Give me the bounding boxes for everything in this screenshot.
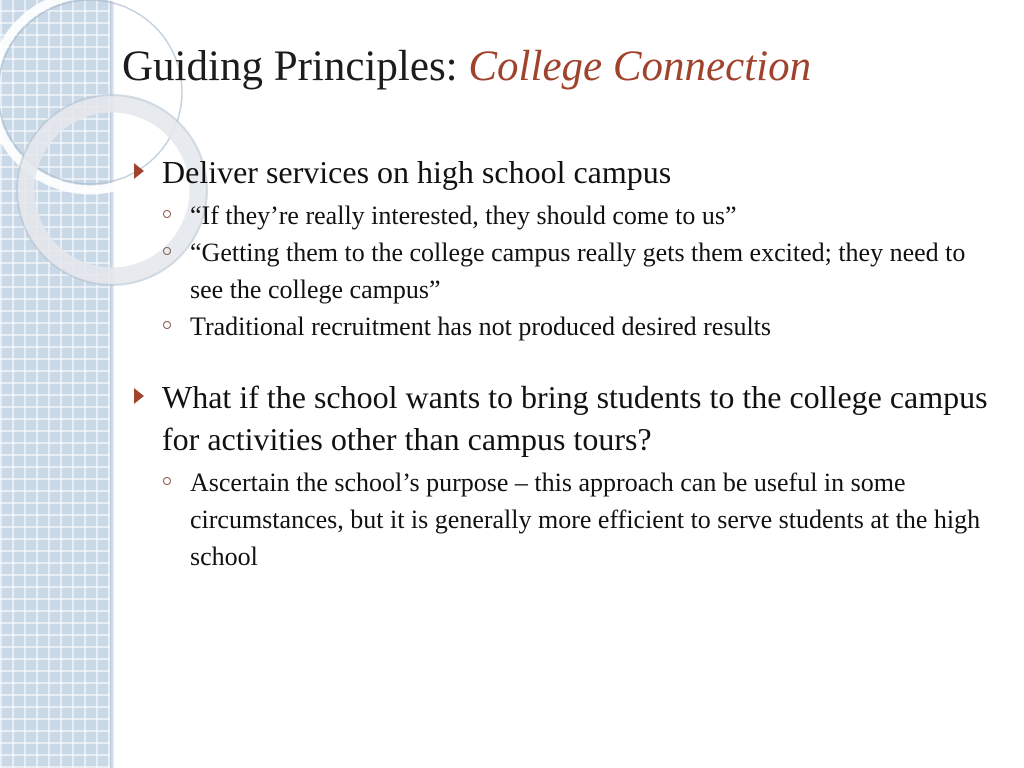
title-plain: Guiding Principles:: [122, 43, 469, 90]
bullet-text: What if the school wants to bring students to the college campus for activities other than campus tours?: [162, 379, 988, 457]
sub-bullet-text: Traditional recruitment has not produced desired results: [190, 312, 772, 341]
sub-bullet-list: [132, 197, 992, 345]
bullet-text: Deliver services on high school campus: [162, 154, 672, 190]
circle-bullet-icon: [163, 477, 171, 485]
circle-bullet-icon: [163, 321, 171, 329]
sub-bullet: [132, 197, 992, 234]
sub-bullet: [132, 234, 992, 308]
sub-bullet: [132, 308, 992, 345]
bullet-what-if: [132, 376, 992, 460]
sub-bullet-text: “Getting them to the college campus really gets them excited; they need to see the college campus”: [190, 238, 966, 304]
spacer: [132, 345, 992, 376]
circle-bullet-icon: [163, 210, 171, 218]
bullet-deliver-services: [132, 151, 992, 193]
sub-bullet-text: “If they’re really interested, they should come to us”: [190, 201, 737, 230]
triangle-bullet-icon: [134, 163, 144, 179]
sub-bullet-list: [132, 464, 992, 575]
sub-bullet: [132, 464, 992, 575]
slide-title: [122, 40, 811, 94]
circle-bullet-icon: [163, 247, 171, 255]
slide-content: [132, 151, 992, 575]
triangle-bullet-icon: [134, 388, 144, 404]
sub-bullet-text: Ascertain the school’s purpose – this approach can be useful in some circumstances, but it is generally more efficient to serve students at the high school: [190, 468, 981, 571]
title-accent: College Connection: [468, 43, 812, 90]
